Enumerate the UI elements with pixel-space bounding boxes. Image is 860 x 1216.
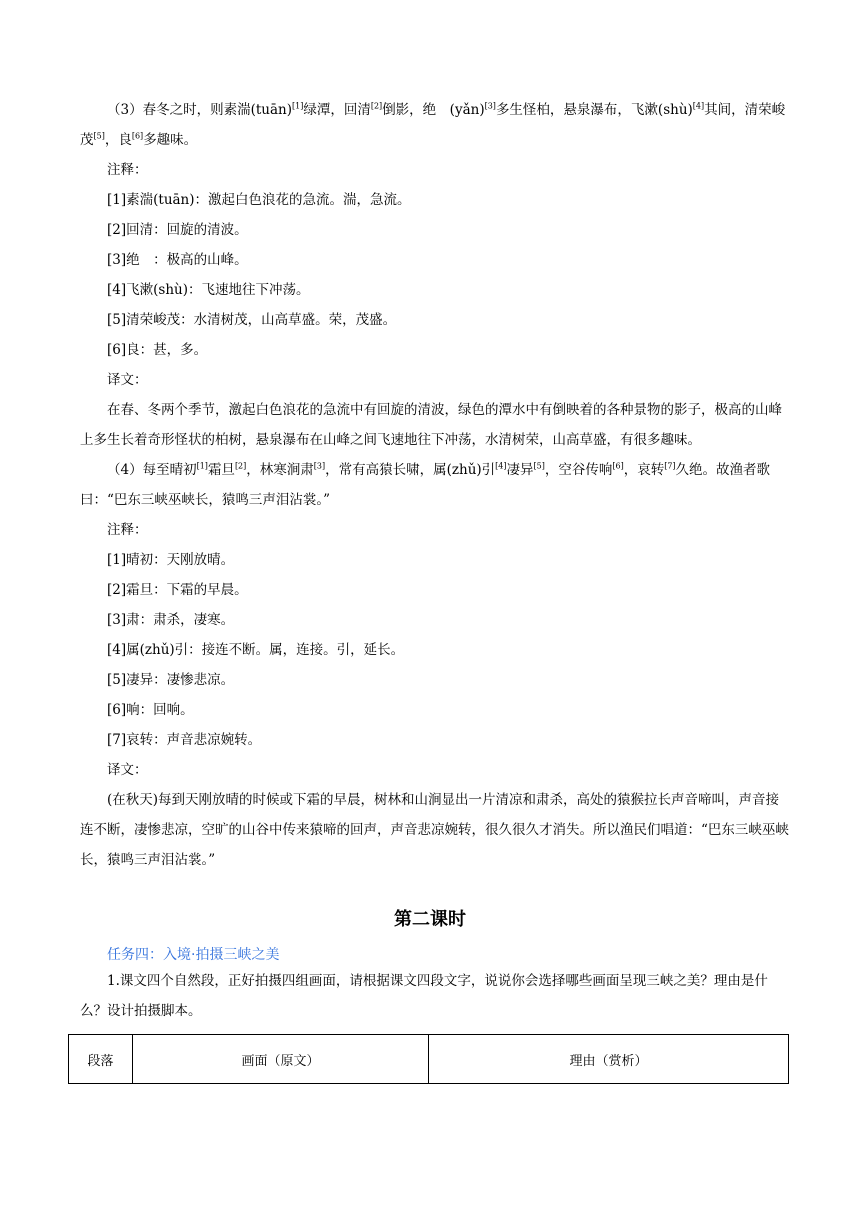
footnote-ref: [4] (495, 461, 507, 471)
text-run: （4）每至晴初 (107, 462, 197, 478)
note-item: [1]晴初：天刚放晴。 (107, 552, 235, 568)
section4-translation: (在秋天)每到天刚放晴的时候或下霜的早晨，树林和山涧显出一片清凉和肃杀，高处的猿猴拉长声音啼叫，声音接连不断，凄惨悲凉，空旷的山谷中传来猿啼的回声，声音悲凉婉转，很久很久才消失。所以渔民们唱道：“巴东三峡巫峡长，猿鸣三声泪沾裳。” (80, 792, 789, 868)
note-item: [5]清荣峻茂：水清树茂，山高草盛。荣，茂盛。 (107, 312, 397, 328)
section3-original (80, 95, 790, 155)
lesson-title: 第二课时 (394, 909, 466, 930)
text-run: 凄异 (506, 462, 534, 478)
footnote-ref: [3] (484, 101, 496, 111)
section3-translation: 在春、冬两个季节，激起白色浪花的急流中有回旋的清波，绿色的潭水中有倒映着的各种景物的影子，极高的山峰上多生长着奇形怪状的柏树，悬泉瀑布在山峰之间飞速地往下冲荡，水清树荣，山高草盛，有很多趣味。 (80, 402, 782, 448)
note-item: [4]飞漱(shù)：飞速地往下冲荡。 (107, 282, 310, 298)
note-item: [1]素湍(tuān)：激起白色浪花的急流。湍，急流。 (107, 192, 411, 208)
text-run: 绿潭，回清 (303, 102, 371, 118)
translation-label: 译文： (107, 372, 148, 388)
text-run: 久绝。故渔者歌曰：“巴东三峡巫峡长，猿鸣三声泪沾裳。” (80, 462, 771, 508)
task-title: 任务四：入境·拍摄三峡之美 (107, 947, 280, 963)
footnote-ref: [1] (196, 461, 208, 471)
document-body (80, 95, 790, 875)
text-run: （3）春冬之时，则素湍(tuān) (107, 102, 292, 118)
note-item: [2]回清：回旋的清波。 (107, 222, 248, 238)
text-run: ，良 (104, 132, 132, 148)
header-scene: 画面（原文） (133, 1035, 429, 1084)
footnote-ref: [2] (370, 101, 383, 111)
translation-label: 译文： (107, 762, 148, 778)
text-run: 多生怪柏，悬泉瀑布，飞漱(shù) (495, 102, 693, 118)
question-text: 1.课文四个自然段，正好拍摄四组画面，请根据课文四段文字，说说你会选择哪些画面呈现三峡之美？理由是什么？设计拍摄脚本。 (80, 973, 768, 1019)
text-run: 倒影，绝 (yǎn) (382, 102, 485, 118)
footnote-ref: [6] (612, 461, 624, 471)
note-item: [3]绝 ：极高的山峰。 (107, 252, 248, 268)
text-run: 霜旦 (207, 462, 235, 478)
note-item: [5]凄异：凄惨悲凉。 (107, 672, 235, 688)
notes-label: 注释： (107, 162, 148, 178)
text-run: ，常有高猿长啸，属(zhǔ)引 (325, 462, 496, 478)
note-item: [6]良：甚，多。 (107, 342, 208, 358)
section4-original (80, 455, 790, 515)
header-reason: 理由（赏析） (429, 1035, 789, 1084)
note-item: [6]响：回响。 (107, 702, 194, 718)
footnote-ref: [3] (313, 461, 326, 471)
text-run: ，哀转 (623, 462, 665, 478)
header-paragraph: 段落 (69, 1035, 133, 1084)
footnote-ref: [1] (292, 101, 304, 111)
note-item: [2]霜旦：下霜的早晨。 (107, 582, 248, 598)
footnote-ref: [5] (533, 461, 545, 471)
footnote-ref: [7] (664, 461, 676, 471)
note-item: [7]哀转：声音悲凉婉转。 (107, 732, 262, 748)
text-run: ，空谷传响 (544, 462, 613, 478)
table-header-row (69, 1035, 789, 1084)
footnote-ref: [6] (131, 131, 144, 141)
footnote-ref: [5] (93, 131, 105, 141)
text-run: ，林寒涧肃 (246, 462, 314, 478)
text-run: 其间，清荣峻茂 (80, 102, 786, 148)
footnote-ref: [4] (692, 101, 705, 111)
notes-label: 注释： (107, 522, 148, 538)
text-run: 多趣味。 (143, 132, 198, 148)
footnote-ref: [2] (234, 461, 247, 471)
shooting-script-table (68, 1034, 789, 1084)
note-item: [3]肃：肃杀，凄寒。 (107, 612, 235, 628)
note-item: [4]属(zhǔ)引：接连不断。属，连接。引，延长。 (107, 642, 405, 658)
